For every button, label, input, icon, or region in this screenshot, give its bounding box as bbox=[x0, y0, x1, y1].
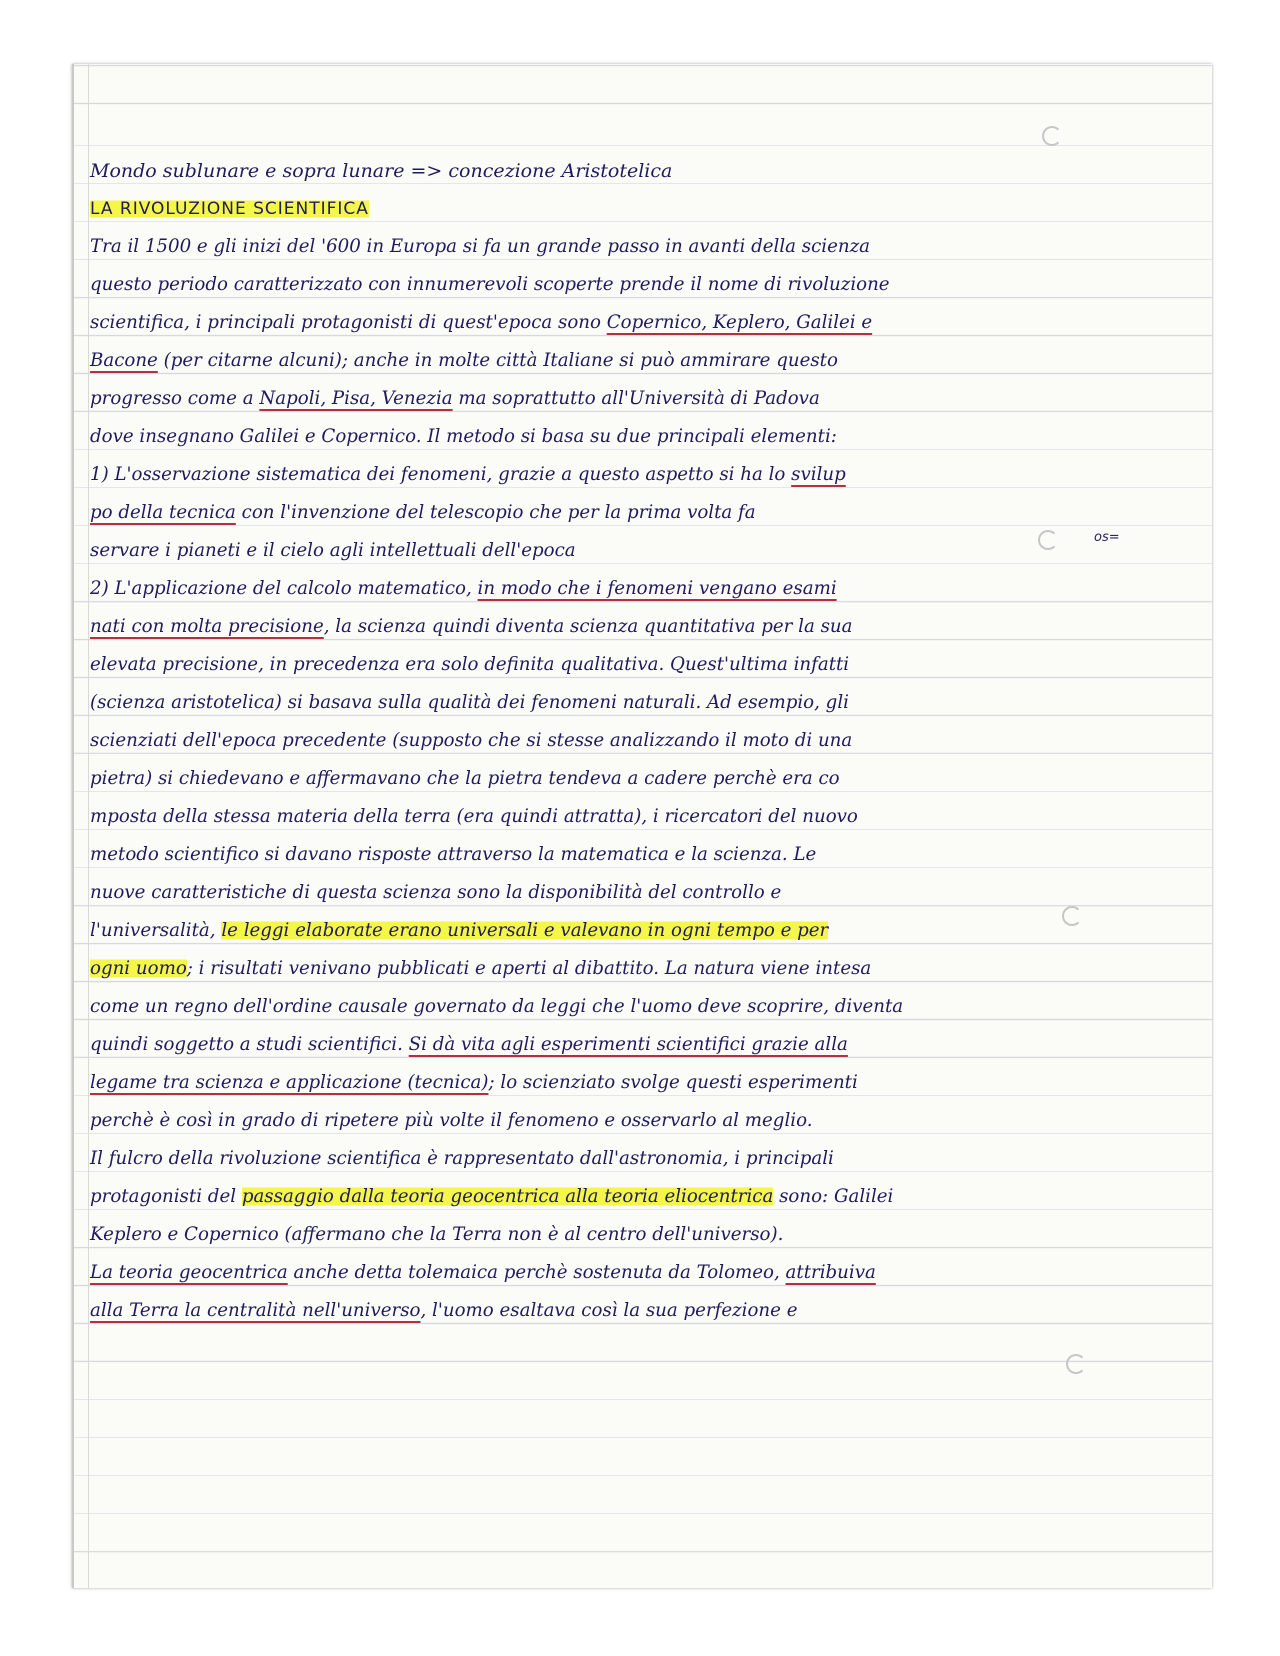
note-line: questo periodo caratterizzato con innumerevoli scoperte prende il nome di rivoluzione bbox=[90, 274, 890, 295]
margin-note: os= bbox=[1094, 530, 1120, 545]
note-line bbox=[90, 1178, 1200, 1216]
highlighted-text: le leggi elaborate erano universali e valevano in ogni tempo e per bbox=[221, 920, 829, 941]
section-heading-text: LA RIVOLUZIONE SCIENTIFICA bbox=[90, 199, 369, 219]
underlined-text: nati con molta precisione bbox=[90, 616, 324, 637]
note-text: scientifica, i principali protagonisti di quest'epoca sono bbox=[90, 312, 607, 333]
note-line bbox=[90, 608, 1200, 646]
note-line: metodo scientifico si davano risposte attraverso la matematica e la scienza. Le bbox=[90, 844, 817, 865]
note-line: Keplero e Copernico (affermano che la Terra non è al centro dell'universo). bbox=[90, 1224, 784, 1245]
underlined-text: La teoria geocentrica bbox=[90, 1262, 288, 1283]
note-text: progresso come a bbox=[90, 388, 260, 409]
note-line bbox=[90, 304, 1200, 342]
note-line bbox=[90, 950, 1200, 988]
underlined-text: attribuiva bbox=[785, 1262, 876, 1283]
note-line: servare i pianeti e il cielo agli intellettuali dell'epoca bbox=[90, 540, 576, 561]
note-line bbox=[90, 570, 1200, 608]
note-text: con l'invenzione del telescopio che per la prima volta fa bbox=[235, 502, 756, 523]
underlined-text: svilup bbox=[791, 464, 846, 485]
note-line: nuove caratteristiche di questa scienza sono la disponibilità del controllo e bbox=[90, 882, 782, 903]
note-text: anche detta tolemaica perchè sostenuta da Tolomeo, bbox=[287, 1262, 786, 1283]
note-line: Tra il 1500 e gli inizi del '600 in Europa si fa un grande passo in avanti della scienza bbox=[90, 236, 871, 257]
underlined-text: Napoli, Pisa, Venezia bbox=[259, 388, 453, 409]
note-text: sono: Galilei bbox=[773, 1186, 894, 1207]
binder-hole bbox=[1042, 126, 1062, 146]
note-line: pietra) si chiedevano e affermavano che la pietra tendeva a cadere perchè era co bbox=[90, 768, 840, 789]
note-line bbox=[90, 456, 1200, 494]
note-text: (per citarne alcuni); anche in molte città Italiane si può ammirare questo bbox=[157, 350, 838, 371]
note-line: Il fulcro della rivoluzione scientifica è rappresentato dall'astronomia, i principali bbox=[90, 1148, 834, 1169]
underlined-text: in modo che i fenomeni vengano esami bbox=[477, 578, 837, 599]
binder-hole bbox=[1066, 1354, 1086, 1374]
underlined-text: Copernico, Keplero, Galilei e bbox=[606, 312, 873, 333]
note-line: elevata precisione, in precedenza era solo definita qualitativa. Quest'ultima infatti bbox=[90, 654, 850, 675]
note-text: ; lo scienziato svolge questi esperimenti bbox=[488, 1072, 858, 1093]
underlined-text: alla Terra la centralità nell'universo bbox=[90, 1300, 421, 1321]
note-line bbox=[90, 494, 1200, 532]
note-line: dove insegnano Galilei e Copernico. Il metodo si basa su due principali elementi: bbox=[90, 426, 837, 447]
note-line: perchè è così in grado di ripetere più volte il fenomeno e osservarlo al meglio. bbox=[90, 1110, 813, 1131]
section-heading bbox=[90, 190, 1200, 228]
note-line bbox=[90, 1026, 1200, 1064]
underlined-text: Si dà vita agli esperimenti scientifici grazie alla bbox=[408, 1034, 848, 1055]
note-text: protagonisti del bbox=[90, 1186, 242, 1207]
note-line: (scienza aristotelica) si basava sulla qualità dei fenomeni naturali. Ad esempio, gli bbox=[90, 692, 849, 713]
note-line bbox=[90, 342, 1200, 380]
note-line: mposta della stessa materia della terra (era quindi attratta), i ricercatori del nuovo bbox=[90, 806, 858, 827]
note-line bbox=[90, 380, 1200, 418]
note-text: l'universalità, bbox=[90, 920, 222, 941]
note-text: , l'uomo esaltava così la sua perfezione e bbox=[420, 1300, 798, 1321]
note-line-title: Mondo sublunare e sopra lunare => concezione Aristotelica bbox=[90, 160, 673, 182]
note-line: scienziati dell'epoca precedente (supposto che si stesse analizzando il moto di una bbox=[90, 730, 853, 751]
note-text: ; i risultati venivano pubblicati e aperti al dibattito. La natura viene intesa bbox=[186, 958, 872, 979]
note-text: , la scienza quindi diventa scienza quantitativa per la sua bbox=[323, 616, 853, 637]
note-line bbox=[90, 1254, 1200, 1292]
highlighted-text: passaggio dalla teoria geocentrica alla teoria eliocentrica bbox=[241, 1186, 774, 1207]
note-text: ma soprattutto all'Università di Padova bbox=[452, 388, 820, 409]
underlined-text: po della tecnica bbox=[90, 502, 236, 523]
underlined-text: Bacone bbox=[90, 350, 158, 371]
note-text: quindi soggetto a studi scientifici. bbox=[90, 1034, 409, 1055]
note-text: 2) L'applicazione del calcolo matematico, bbox=[90, 578, 478, 599]
handwritten-notes bbox=[90, 152, 1200, 1330]
note-line bbox=[90, 912, 1200, 950]
note-line: come un regno dell'ordine causale governato da leggi che l'uomo deve scoprire, diventa bbox=[90, 996, 904, 1017]
note-line bbox=[90, 1292, 1200, 1330]
note-line bbox=[90, 1064, 1200, 1102]
highlighted-text: ogni uomo bbox=[90, 958, 187, 979]
underlined-text: legame tra scienza e applicazione (tecnica) bbox=[90, 1072, 489, 1093]
note-text: 1) L'osservazione sistematica dei fenomeni, grazie a questo aspetto si ha lo bbox=[90, 464, 792, 485]
